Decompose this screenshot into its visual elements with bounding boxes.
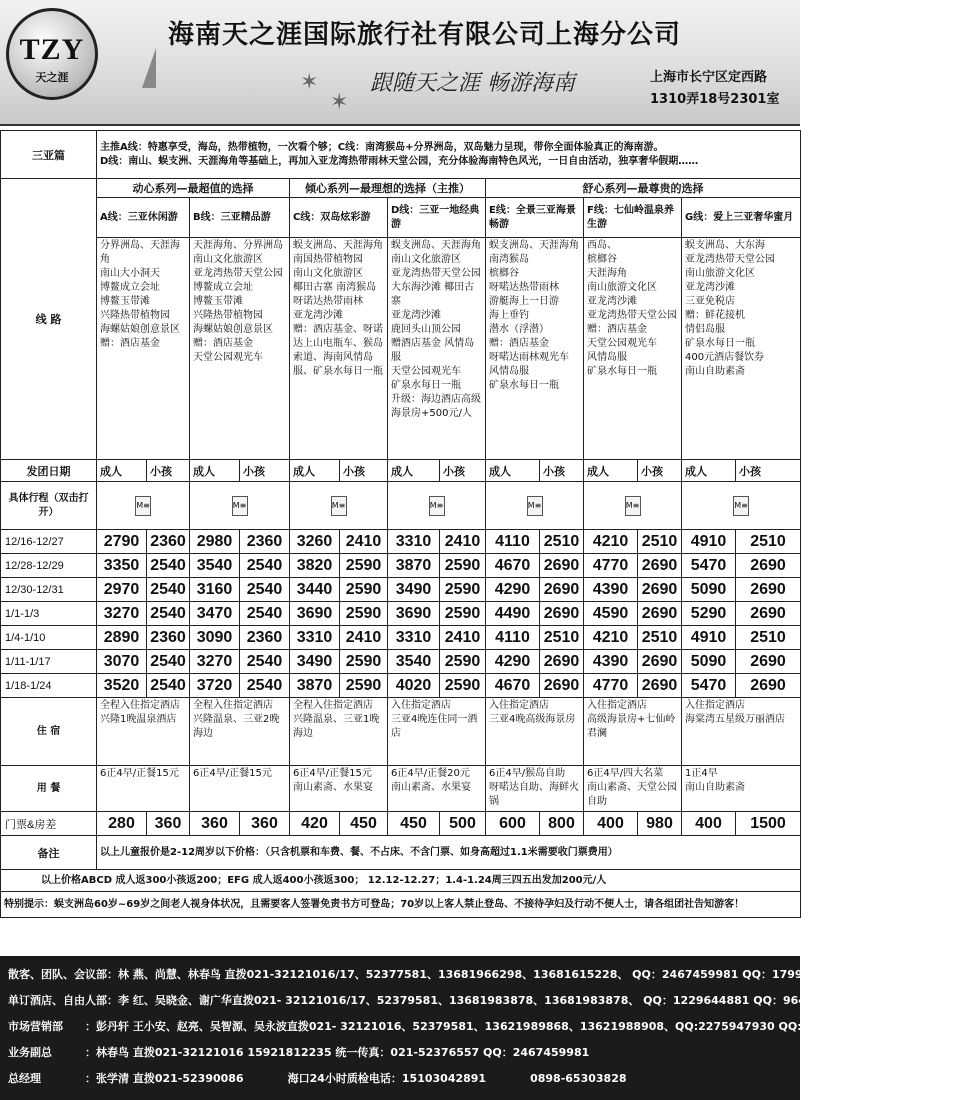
depart-label: 发团日期 [1, 460, 97, 482]
adult-price: 3310 [388, 530, 440, 554]
ticket-label: 门票&房差 [1, 812, 97, 836]
adult-price: 3490 [290, 650, 340, 674]
child-price: 2690 [540, 578, 584, 602]
meal-e: 6正4早/猴岛自助 呀喏达自助、海鲜火锅 [486, 766, 584, 812]
adult-price: 2980 [190, 530, 240, 554]
price-row [1, 650, 801, 674]
line-g-name: G线：爱上三亚奢华蜜月 [682, 198, 801, 238]
child-price: 2540 [147, 578, 190, 602]
adult-price: 3310 [290, 626, 340, 650]
line-f-items: 西岛、 槟榔谷 天涯海角 南山旅游文化区 亚龙湾沙滩 亚龙湾热带天堂公园 赠：酒店基金 天堂公园观光车 风情岛服 矿泉水每日一瓶 [584, 238, 682, 460]
warning-row [1, 892, 801, 918]
child-price: 2540 [240, 650, 290, 674]
stay-row [1, 698, 801, 766]
child-price: 2590 [340, 578, 388, 602]
child-price: 2510 [540, 530, 584, 554]
adult-price: 3350 [97, 554, 147, 578]
logo-text: TZY [19, 33, 85, 66]
line-e-items: 蜈支洲岛、天涯海角 南湾猴岛 槟榔谷 呀喏达热带雨林 游艇海上一日游 海上垂钓 潜水（浮潜） 赠：酒店基金 呀喏达雨林观光车 风情岛服 矿泉水每日一瓶 [486, 238, 584, 460]
footer-line: 总经理 ：张学清 直拨021-52390086 海口24小时质检电话：15103042891 0898-65303828 [8, 1072, 627, 1085]
child-price: 2540 [240, 602, 290, 626]
adult-price: 4210 [584, 530, 638, 554]
adult-price: 3720 [190, 674, 240, 698]
depart-date: 12/28-12/29 [1, 554, 97, 578]
child-price: 2590 [440, 602, 486, 626]
ticket-value: 400 [584, 812, 638, 836]
child-price: 2510 [540, 626, 584, 650]
document-icon[interactable]: M≡ [135, 496, 151, 516]
adult-price: 5470 [682, 674, 736, 698]
child-header: 小孩 [147, 460, 190, 482]
starfish-icon: ✶ [300, 70, 319, 95]
line-a-name: A线：三亚休闲游 [97, 198, 190, 238]
adult-price: 3520 [97, 674, 147, 698]
ticket-row [1, 812, 801, 836]
itinerary-row [1, 482, 801, 530]
depart-date: 1/1-1/3 [1, 602, 97, 626]
price-row [1, 578, 801, 602]
line-d-items: 蜈支洲岛、天涯海角 南山文化旅游区 亚龙湾热带天堂公园 大东海沙滩 椰田古寨 亚龙湾沙滩 鹿回头山顶公园 赠酒店基金 风情岛服 天堂公园观光车 矿泉水每日一瓶 升级：海边酒店高级海景房+500元/人 [388, 238, 486, 460]
adult-price: 3090 [190, 626, 240, 650]
child-price: 2410 [340, 626, 388, 650]
ticket-value: 980 [638, 812, 682, 836]
adult-price: 4670 [486, 554, 540, 578]
child-price: 2510 [736, 530, 801, 554]
meal-row [1, 766, 801, 812]
stay-label: 住 宿 [1, 698, 97, 766]
adult-price: 4110 [486, 626, 540, 650]
ticket-value: 450 [388, 812, 440, 836]
warning-text: 特别提示：蜈支洲岛60岁~69岁之间老人视身体状况，且需要客人签署免责书方可登岛；70岁以上客人禁止登岛、不接待孕妇及行动不便人士，请各组团社告知游客！ [1, 892, 801, 918]
child-header: 小孩 [340, 460, 388, 482]
route-label: 线 路 [1, 179, 97, 460]
child-price: 2690 [540, 650, 584, 674]
adult-header: 成人 [97, 460, 147, 482]
ticket-value: 800 [540, 812, 584, 836]
adult-price: 3070 [97, 650, 147, 674]
adult-price: 4020 [388, 674, 440, 698]
child-header: 小孩 [540, 460, 584, 482]
child-price: 2690 [638, 602, 682, 626]
footer-line: 单订酒店、自由人部：李 红、吴晓金、谢广华直拨021- 32121016/17、52379581、13681983878、13681983878、 QQ：1229644881 QQ：964029792 QQ：1799396742 [8, 994, 962, 1007]
adult-price: 3270 [190, 650, 240, 674]
adult-price: 4910 [682, 626, 736, 650]
adult-header: 成人 [486, 460, 540, 482]
child-price: 2690 [638, 554, 682, 578]
child-price: 2590 [340, 674, 388, 698]
adult-price: 5470 [682, 554, 736, 578]
adult-price: 4670 [486, 674, 540, 698]
ticket-value: 420 [290, 812, 340, 836]
ticket-value: 450 [340, 812, 388, 836]
child-price: 2540 [147, 674, 190, 698]
line-b-name: B线：三亚精品游 [190, 198, 290, 238]
child-price: 2590 [340, 650, 388, 674]
adult-price: 2890 [97, 626, 147, 650]
child-price: 2590 [440, 554, 486, 578]
child-price: 2590 [440, 674, 486, 698]
adult-header: 成人 [290, 460, 340, 482]
adult-price: 5290 [682, 602, 736, 626]
footer-line: 市场营销部 ：彭丹轩 王小安、赵亮、吴智源、吴永波直拨021- 32121016、52379581、13621989868、13621988908、QQ:2275947930 QQ:1807457134、 [8, 1020, 890, 1033]
child-price: 2690 [540, 674, 584, 698]
adult-price: 4210 [584, 626, 638, 650]
child-price: 2590 [440, 578, 486, 602]
contact-footer [0, 956, 962, 1100]
depart-date: 12/16-12/27 [1, 530, 97, 554]
note-text: 以上儿童报价是2-12周岁以下价格：（只含机票和车费、餐、不占床、不含门票、如身高超过1.1米需要收门票费用） [97, 836, 801, 870]
adult-price: 5090 [682, 578, 736, 602]
adult-price: 5090 [682, 650, 736, 674]
ticket-value: 600 [486, 812, 540, 836]
child-price: 2590 [340, 602, 388, 626]
document-icon[interactable]: M≡ [625, 496, 641, 516]
document-icon[interactable]: M≡ [331, 496, 347, 516]
price-row [1, 554, 801, 578]
adult-price: 3540 [190, 554, 240, 578]
adult-price: 3160 [190, 578, 240, 602]
child-header: 小孩 [440, 460, 486, 482]
ticket-value: 280 [97, 812, 147, 836]
adult-price: 4390 [584, 650, 638, 674]
child-header: 小孩 [240, 460, 290, 482]
adult-header: 成人 [190, 460, 240, 482]
stay-b: 全程入住指定酒店 兴隆温泉、三亚2晚海边 [190, 698, 290, 766]
meal-label: 用 餐 [1, 766, 97, 812]
logo-subtext: 天之涯 [35, 71, 69, 84]
price-row [1, 530, 801, 554]
price-row [1, 602, 801, 626]
stay-f: 入住指定酒店 高级海景房+七仙岭君澜 [584, 698, 682, 766]
depart-date: 1/4-1/10 [1, 626, 97, 650]
child-price: 2540 [147, 602, 190, 626]
adult-price: 4110 [486, 530, 540, 554]
ticket-value: 1500 [736, 812, 801, 836]
child-price: 2540 [147, 554, 190, 578]
adult-price: 3690 [388, 602, 440, 626]
adult-price: 3270 [97, 602, 147, 626]
document-icon[interactable]: M≡ [733, 496, 749, 516]
child-price: 2510 [638, 626, 682, 650]
meal-c: 6正4早/正餐15元 南山素斋、水果宴 [290, 766, 388, 812]
line-c-items: 蜈支洲岛、天涯海角 南国热带植物园 南山文化旅游区 椰田古寨 南湾猴岛 呀诺达热带雨林 亚龙湾沙滩 赠：酒店基金、呀诺达上山电瓶车、猴岛索道、海南风情岛服、矿泉水每日一瓶 [290, 238, 388, 460]
address-line1: 上海市长宁区定西路 [650, 70, 768, 85]
company-logo [6, 8, 98, 100]
child-header: 小孩 [736, 460, 801, 482]
price-rows [1, 530, 801, 698]
child-price: 2690 [540, 602, 584, 626]
child-price: 2510 [638, 530, 682, 554]
document-icon[interactable]: M≡ [429, 496, 445, 516]
child-price: 2540 [240, 674, 290, 698]
depart-date: 1/11-1/17 [1, 650, 97, 674]
series-2: 倾心系列—最理想的选择（主推） [290, 179, 486, 198]
adult-price: 4770 [584, 674, 638, 698]
adult-price: 3470 [190, 602, 240, 626]
line-b-items: 天涯海角、分界洲岛 南山文化旅游区 亚龙湾热带天堂公园 博鳌成立会址 博鳌玉带滩 兴隆热带植物园 海螺姑娘创意景区 赠：酒店基金 天堂公园观光车 [190, 238, 290, 460]
note-label: 备注 [1, 836, 97, 870]
meal-a: 6正4早/正餐15元 [97, 766, 190, 812]
child-price: 2690 [736, 602, 801, 626]
line-items-row [1, 238, 801, 460]
adult-price: 3490 [388, 578, 440, 602]
depart-date: 1/18-1/24 [1, 674, 97, 698]
child-price: 2590 [340, 554, 388, 578]
adult-price: 3440 [290, 578, 340, 602]
tour-price-table [0, 130, 801, 918]
stay-e: 入住指定酒店 三亚4晚高级海景房 [486, 698, 584, 766]
document-icon[interactable]: M≡ [527, 496, 543, 516]
ticket-value: 400 [682, 812, 736, 836]
note-row [1, 836, 801, 870]
child-price: 2410 [440, 530, 486, 554]
line-f-name: F线：七仙岭温泉养生游 [584, 198, 682, 238]
series-1: 动心系列—最超值的选择 [97, 179, 290, 198]
child-price: 2690 [638, 578, 682, 602]
ticket-value: 360 [147, 812, 190, 836]
price-row [1, 626, 801, 650]
adult-price: 4290 [486, 578, 540, 602]
ticket-value: 360 [240, 812, 290, 836]
sailboat-icon [142, 48, 156, 88]
footer-line: 业务副总 ：林春鸟 直拨021-32121016 15921812235 统一传真：021-52376557 QQ：2467459981 [8, 1046, 590, 1059]
meal-f: 6正4早/四大名菜 南山素斋、天堂公园自助 [584, 766, 682, 812]
line-a-items: 分界洲岛、天涯海角 南山大小洞天 博鳌成立会址 博鳌玉带滩 兴隆热带植物园 海螺姑娘创意景区 赠：酒店基金 [97, 238, 190, 460]
child-price: 2410 [440, 626, 486, 650]
child-price: 2690 [736, 578, 801, 602]
adult-price: 3310 [388, 626, 440, 650]
adult-price: 3690 [290, 602, 340, 626]
child-price: 2410 [340, 530, 388, 554]
child-price: 2590 [440, 650, 486, 674]
stay-g: 入住指定酒店 海棠湾五星级万丽酒店 [682, 698, 801, 766]
intro-text [97, 131, 801, 179]
adult-price: 4590 [584, 602, 638, 626]
starfish-icon: ✶ [330, 90, 349, 115]
adult-price: 4490 [486, 602, 540, 626]
stay-a: 全程入住指定酒店 兴隆1晚温泉酒店 [97, 698, 190, 766]
meal-g: 1正4早 南山自助素斋 [682, 766, 801, 812]
ticket-value: 500 [440, 812, 486, 836]
line-e-name: E线：全景三亚海景畅游 [486, 198, 584, 238]
intro-label: 三亚篇 [1, 131, 97, 179]
rebate-row [1, 870, 801, 892]
itinerary-label: 具体行程（双击打开） [1, 482, 97, 530]
child-price: 2690 [736, 554, 801, 578]
child-price: 2540 [240, 578, 290, 602]
slogan: 跟随天之涯 畅游海南 [370, 71, 575, 96]
adult-price: 3260 [290, 530, 340, 554]
child-price: 2360 [240, 626, 290, 650]
stay-c: 全程入住指定酒店 兴隆温泉、三亚1晚海边 [290, 698, 388, 766]
child-price: 2360 [147, 626, 190, 650]
line-names-row [1, 198, 801, 238]
address-line2: 1310弄18号2301室 [650, 92, 780, 107]
adult-price: 2970 [97, 578, 147, 602]
depart-date: 12/30-12/31 [1, 578, 97, 602]
line-c-name: C线：双岛炫彩游 [290, 198, 388, 238]
adult-price: 4390 [584, 578, 638, 602]
intro-line1: 主推A线：特惠享受，海岛，热带植物，一次看个够；C线：南湾猴岛+分界洲岛，双岛魅力呈现，带你全面体验真正的海南游。 [100, 141, 664, 153]
price-row [1, 674, 801, 698]
ticket-value: 360 [190, 812, 240, 836]
adult-header: 成人 [388, 460, 440, 482]
meal-d: 6正4早/正餐20元 南山素斋、水果宴 [388, 766, 486, 812]
adult-price: 4770 [584, 554, 638, 578]
adult-price: 2790 [97, 530, 147, 554]
adult-price: 4910 [682, 530, 736, 554]
line-d-name: D线：三亚一地经典游 [388, 198, 486, 238]
series-3: 舒心系列—最尊贵的选择 [486, 179, 801, 198]
child-price: 2690 [736, 650, 801, 674]
line-g-items: 蜈支洲岛、大东海 亚龙湾热带天堂公园 南山旅游文化区 亚龙湾沙滩 三亚免税店 赠：鲜花接机 情侣岛服 矿泉水每日一瓶 400元酒店餐饮券 南山自助素斋 [682, 238, 801, 460]
child-price: 2360 [147, 530, 190, 554]
company-name: 海南天之涯国际旅行社有限公司上海分公司 [168, 20, 682, 50]
adult-price: 3540 [388, 650, 440, 674]
child-price: 2540 [147, 650, 190, 674]
footer-line: 散客、团队、会议部：林 燕、尚慧、林春鸟 直拨021-32121016/17、52377581、13681966298、13681615228、 QQ：2467459981 QQ：1799396742 QQ：2311697370 [8, 968, 959, 981]
adult-price: 4290 [486, 650, 540, 674]
meal-b: 6正4早/正餐15元 [190, 766, 290, 812]
depart-header-row [1, 460, 801, 482]
child-price: 2510 [736, 626, 801, 650]
adult-price: 3870 [388, 554, 440, 578]
adult-price: 3820 [290, 554, 340, 578]
rebate-text: 以上价格ABCD 成人返300小孩返200；EFG 成人返400小孩返300； 12.12-12.27；1.4-1.24周三四五出发加200元/人 [1, 870, 801, 892]
header-banner [0, 0, 800, 126]
child-price: 2690 [638, 674, 682, 698]
stay-d: 入住指定酒店 三亚4晚连住同一酒店 [388, 698, 486, 766]
document-icon[interactable]: M≡ [232, 496, 248, 516]
adult-header: 成人 [682, 460, 736, 482]
adult-header: 成人 [584, 460, 638, 482]
child-price: 2690 [540, 554, 584, 578]
child-price: 2540 [240, 554, 290, 578]
child-price: 2690 [638, 650, 682, 674]
adult-price: 3870 [290, 674, 340, 698]
child-price: 2690 [736, 674, 801, 698]
child-header: 小孩 [638, 460, 682, 482]
child-price: 2360 [240, 530, 290, 554]
intro-line2: D线：南山、蜈支洲、天涯海角等基础上，再加入亚龙湾热带雨林天堂公园，充分体验海南特色风光，一日自由活动，独享奢华假期…… [100, 155, 699, 167]
